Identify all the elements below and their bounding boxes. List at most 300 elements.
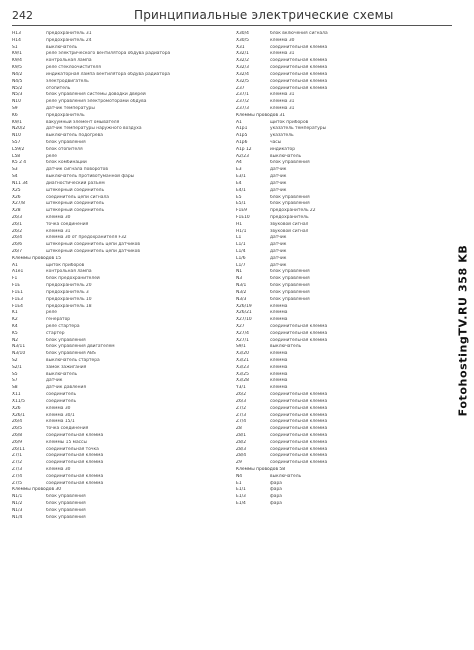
component-code: Z6/4 xyxy=(12,235,23,241)
component-description: штекерный соединитель цепи датчиков xyxy=(46,242,140,248)
legend-row xyxy=(12,263,218,270)
component-description: выключатель противотуманной фары xyxy=(46,174,135,180)
legend-row xyxy=(12,99,218,106)
component-description: соединительная клемма xyxy=(270,460,328,466)
legend-row xyxy=(12,31,218,38)
legend-row xyxy=(12,392,218,399)
component-description: выключатель xyxy=(270,153,302,159)
component-code: E3/1 xyxy=(236,174,246,180)
legend-row xyxy=(236,45,442,52)
component-description: фара xyxy=(270,480,282,486)
component-code: X25 xyxy=(12,187,21,193)
component-description: датчик xyxy=(46,378,63,384)
component-code: K6 xyxy=(12,112,18,118)
component-code: K9/1 xyxy=(12,119,22,125)
component-code: A1 xyxy=(236,119,242,125)
component-code: X27/8 xyxy=(12,201,25,207)
component-description: замок зажигания xyxy=(46,364,87,370)
component-code: S7 xyxy=(12,378,18,384)
legend-row xyxy=(236,481,442,488)
component-description: генератор xyxy=(46,317,71,323)
component-description: соединительная клемма xyxy=(270,323,328,329)
component-code: N1 xyxy=(236,269,243,275)
legend-row xyxy=(12,147,218,154)
component-description: клемма 30 от предохранителя F32 xyxy=(46,235,127,241)
component-code: X31 xyxy=(236,44,245,50)
legend-row xyxy=(236,351,442,358)
component-description: клемма 30 xyxy=(46,214,71,220)
legend-row xyxy=(236,160,442,167)
component-description xyxy=(287,113,442,120)
component-description: фара xyxy=(270,487,282,493)
component-description: блок управления xyxy=(46,337,86,343)
legend-row xyxy=(12,453,218,460)
legend-row xyxy=(12,358,218,365)
component-code: N3/10 xyxy=(12,351,26,357)
component-description: соединительная клемма xyxy=(270,453,328,459)
component-description: предохранитель xyxy=(46,112,85,118)
component-code: K5 2 4 xyxy=(12,160,27,166)
component-code: X28 xyxy=(12,208,21,214)
legend-row xyxy=(12,188,218,195)
legend-row xyxy=(12,440,218,447)
legend-row xyxy=(12,406,218,413)
component-code: Z7/4 xyxy=(12,473,23,479)
component-description: контрольная лампа xyxy=(46,58,92,64)
legend-row xyxy=(236,120,442,127)
component-code: X3/20 xyxy=(236,351,249,357)
component-description: датчик давления xyxy=(46,385,86,391)
component-description: предохранитель 10 xyxy=(46,296,92,302)
legend-row xyxy=(12,304,218,311)
component-code: N5/3 xyxy=(12,92,23,98)
component-description xyxy=(287,467,442,474)
component-code: Z37/2 xyxy=(236,99,249,105)
legend-row xyxy=(236,188,442,195)
component-description: клемма xyxy=(270,371,288,377)
legend-row xyxy=(236,385,442,392)
component-code: S1 xyxy=(12,44,18,50)
component-code: S57 xyxy=(12,140,21,145)
component-description: соединительная клемма xyxy=(270,419,328,425)
component-code: X30/4 xyxy=(236,31,249,36)
component-description: соединительная клемма xyxy=(270,44,328,50)
section-heading xyxy=(12,256,218,263)
component-code: Z7/1 xyxy=(12,453,23,459)
legend-row xyxy=(236,399,442,406)
component-description: блок включения сигнала xyxy=(270,31,328,36)
component-description: блок предохранителей xyxy=(46,276,100,282)
component-description: датчик xyxy=(270,167,287,173)
legend-row xyxy=(236,181,442,188)
legend-row xyxy=(236,419,442,426)
component-description: предохранитель 18 xyxy=(46,303,92,309)
component-description: блок управления ABS xyxy=(46,351,96,357)
component-code: L1/4 xyxy=(236,249,246,254)
component-description: клемма xyxy=(270,303,288,309)
component-description: реле стартера xyxy=(46,323,80,329)
component-code: N1/4 xyxy=(12,514,23,520)
component-description: выключатель xyxy=(46,44,78,50)
component-description: соединительная клемма xyxy=(46,473,104,479)
legend-row xyxy=(236,460,442,467)
component-description: электродвигатель xyxy=(46,78,89,84)
component-description: блок управления xyxy=(270,201,310,207)
component-code: F1E1 xyxy=(12,289,23,295)
component-code: Z7/2 xyxy=(236,405,247,411)
legend-row xyxy=(236,167,442,174)
component-code: Z6/8 xyxy=(12,432,23,438)
component-description: датчик xyxy=(270,235,287,241)
legend-row xyxy=(12,481,218,488)
component-description: клемма 31 xyxy=(270,51,295,57)
legend-row xyxy=(12,51,218,58)
component-description: клемма 31 xyxy=(270,92,295,98)
legend-row xyxy=(236,51,442,58)
legend-row xyxy=(236,494,442,501)
component-description: блок управления xyxy=(270,283,310,289)
component-description: предохранитель 20 xyxy=(46,283,92,289)
component-description: точка соединения xyxy=(46,221,89,227)
component-code: X26/19 xyxy=(236,303,252,309)
component-code: X26 xyxy=(12,405,21,411)
legend-row xyxy=(236,501,442,508)
legend-row xyxy=(236,310,442,317)
legend-row xyxy=(12,508,218,515)
component-code: Z37/3 xyxy=(236,105,249,111)
legend-row xyxy=(12,235,218,242)
legend-row xyxy=(12,372,218,379)
component-description: реле электрического вентилятора обдува радиатора xyxy=(46,51,171,57)
component-code: N10 xyxy=(12,133,21,139)
component-description: предохранитель 3 xyxy=(46,289,89,295)
legend-row xyxy=(236,290,442,297)
component-code: E1/4 xyxy=(236,501,246,507)
component-code: N10 xyxy=(12,99,21,105)
component-code: N5/2 xyxy=(12,85,23,91)
component-code: Z8/2 xyxy=(236,439,247,445)
legend-row xyxy=(12,276,218,283)
legend-row xyxy=(236,406,442,413)
legend-row xyxy=(236,372,442,379)
section-heading xyxy=(236,467,442,474)
component-code: N1/1 xyxy=(12,494,23,500)
component-code: A4 xyxy=(236,160,242,166)
section-heading xyxy=(12,487,218,494)
component-code: A1 xyxy=(12,262,18,268)
component-code: X11/5 xyxy=(12,398,25,404)
component-code: H1 xyxy=(236,221,243,227)
legend-row xyxy=(236,440,442,447)
component-code: L1/1 xyxy=(236,242,246,248)
component-code: S8 xyxy=(12,385,18,391)
component-description: блок управления xyxy=(270,296,310,302)
component-description: соединительная клемма xyxy=(270,446,328,452)
legend-row xyxy=(12,160,218,167)
component-description: клемма xyxy=(270,358,288,363)
legend-row xyxy=(12,460,218,467)
legend-row xyxy=(236,324,442,331)
legend-row xyxy=(12,331,218,338)
component-description: клемма 30 xyxy=(46,405,71,411)
component-code: S2 xyxy=(12,358,18,363)
component-code: Y3/1 xyxy=(236,385,246,391)
component-description: датчик xyxy=(270,174,287,180)
legend-row xyxy=(12,378,218,385)
component-description: клемма 31 xyxy=(270,105,295,111)
legend-row xyxy=(12,242,218,249)
component-description: клемма xyxy=(270,317,288,323)
legend-row xyxy=(12,229,218,236)
legend-row xyxy=(236,86,442,93)
legend-row xyxy=(12,351,218,358)
legend-row xyxy=(12,317,218,324)
legend-row xyxy=(12,338,218,345)
component-code: Z6/1 xyxy=(12,221,23,227)
component-description: реле управления электромоторами обдува xyxy=(46,99,147,105)
component-code: X11 xyxy=(12,392,21,398)
component-description: клеммы 15 массы xyxy=(46,439,87,445)
component-description: соединительная клемма xyxy=(270,432,328,438)
component-code: H13 xyxy=(12,31,21,36)
component-code: N3/2 xyxy=(236,289,247,295)
component-code: E1 xyxy=(236,480,242,486)
component-code: H14 xyxy=(12,37,21,43)
legend-row xyxy=(236,453,442,460)
component-description: диагностический разъем xyxy=(46,180,105,186)
legend-row xyxy=(236,426,442,433)
legend-row xyxy=(236,331,442,338)
legend-row xyxy=(12,474,218,481)
component-code: K9/4 xyxy=(12,58,22,64)
component-code: Z6/3 xyxy=(236,398,247,404)
component-description: соединитель цепи сигнала xyxy=(46,194,109,200)
section-heading-text: Клеммы проводов 31 xyxy=(236,112,286,118)
component-description: выключатель xyxy=(270,344,302,350)
legend-row xyxy=(12,65,218,72)
component-code: E4/1 xyxy=(236,187,246,193)
component-code: Z6/6 xyxy=(12,242,23,248)
legend-row xyxy=(236,413,442,420)
component-code: S4 xyxy=(12,174,18,180)
component-description: датчик xyxy=(270,249,287,254)
legend-row xyxy=(12,120,218,127)
component-description: соединительная клемма xyxy=(270,426,328,432)
component-code: L59/2 xyxy=(12,146,25,152)
component-code: N3/3 xyxy=(236,296,247,302)
section-heading xyxy=(236,113,442,120)
right-column-legend xyxy=(236,31,442,508)
legend-row xyxy=(12,92,218,99)
legend-row xyxy=(12,494,218,501)
component-code: Z37 xyxy=(236,85,245,91)
legend-row xyxy=(236,297,442,304)
component-description: клемма xyxy=(270,378,288,384)
component-code: Z6/5 xyxy=(12,426,23,432)
component-description: предохранитель 24 xyxy=(46,37,92,43)
component-description: блок управления xyxy=(270,276,310,282)
section-heading-text: Клеммы проводов 58 xyxy=(236,467,286,472)
component-description: соединительная клемма xyxy=(270,330,328,336)
component-code: Z6/7 xyxy=(12,249,23,254)
component-description: блок управления xyxy=(46,494,86,500)
legend-row xyxy=(12,447,218,454)
component-code: S5 xyxy=(12,371,18,377)
component-description: выключатель стартера xyxy=(46,358,100,363)
legend-row xyxy=(236,154,442,161)
component-code: E4 xyxy=(236,180,242,186)
component-description: блок управления xyxy=(46,501,86,507)
component-code: Z8/4 xyxy=(236,453,247,459)
component-description: отопитель xyxy=(46,85,71,91)
component-code: Z8/1 xyxy=(236,432,247,438)
component-description: клемма xyxy=(270,351,288,357)
component-code: Z7/2 xyxy=(12,460,23,466)
component-description: соединительная клемма xyxy=(270,337,328,343)
header-rule xyxy=(12,25,452,26)
legend-row xyxy=(236,242,442,249)
component-code: X27 xyxy=(236,323,245,329)
legend-row xyxy=(12,433,218,440)
component-description: реле xyxy=(46,310,57,316)
legend-row xyxy=(236,229,442,236)
component-description: блок управления xyxy=(270,194,310,200)
component-code: X3/25 xyxy=(236,371,249,377)
legend-row xyxy=(236,31,442,38)
legend-row xyxy=(12,426,218,433)
legend-row xyxy=(12,174,218,181)
component-description: щиток приборов xyxy=(46,262,85,268)
component-code: F1E3 xyxy=(12,296,23,302)
legend-row xyxy=(236,65,442,72)
legend-row xyxy=(12,86,218,93)
legend-row xyxy=(236,338,442,345)
component-description: соединительная клемма xyxy=(270,65,328,71)
component-code: N3/1 xyxy=(236,283,247,289)
component-code: E1/1 xyxy=(236,487,246,493)
component-description: блок управления xyxy=(46,140,86,145)
legend-row xyxy=(236,276,442,283)
component-description: клемма 31 xyxy=(46,228,71,234)
component-description: индикатор xyxy=(270,146,295,152)
component-code: X30/5 xyxy=(236,37,249,43)
component-description: штекерный соединитель цепи датчиков xyxy=(46,249,140,254)
component-code: E5/1 xyxy=(236,201,246,207)
component-description: блок управления системы доводки дверей xyxy=(46,92,146,98)
component-description: блок управления xyxy=(270,289,310,295)
legend-row xyxy=(12,290,218,297)
component-description: соединительная клемма xyxy=(46,480,104,486)
component-description: соединительная клемма xyxy=(270,71,328,77)
component-description: блок управления xyxy=(270,160,310,166)
component-description: штекерный соединитель xyxy=(46,187,105,193)
legend-row xyxy=(236,249,442,256)
page-title: Принципиальные электрические схемы xyxy=(134,8,394,22)
legend-row xyxy=(236,378,442,385)
component-code: A1p5 xyxy=(236,133,248,139)
component-code: N20/2 xyxy=(12,126,26,132)
component-code: X32/1 xyxy=(236,51,249,57)
component-description: соединительная клемма xyxy=(270,85,328,91)
legend-row xyxy=(236,126,442,133)
component-description: выключатель подогрева xyxy=(46,133,103,139)
component-description: соединительная клемма xyxy=(46,453,104,459)
legend-row xyxy=(12,413,218,420)
legend-row xyxy=(236,358,442,365)
component-code: A1e1 xyxy=(12,269,24,275)
component-description: указатель xyxy=(270,133,294,139)
legend-row xyxy=(236,283,442,290)
component-code: X3/23 xyxy=(236,364,249,370)
watermark-stamp xyxy=(454,170,472,490)
legend-row xyxy=(12,310,218,317)
legend-row xyxy=(236,38,442,45)
component-code: K1 xyxy=(12,310,18,316)
legend-row xyxy=(236,474,442,481)
component-code: X26/1 xyxy=(12,412,25,418)
component-code: Z6/4 xyxy=(12,419,23,425)
legend-row xyxy=(12,283,218,290)
component-code: X3/21 xyxy=(236,358,249,363)
left-column-legend xyxy=(12,31,218,522)
legend-row xyxy=(236,201,442,208)
legend-row xyxy=(236,269,442,276)
component-code: Z7/4 xyxy=(236,419,247,425)
component-code: N11 34 xyxy=(12,180,28,186)
legend-row xyxy=(236,222,442,229)
component-description: соединительная точка xyxy=(46,446,99,452)
component-code: K4 xyxy=(12,323,18,329)
component-code: L58 xyxy=(12,153,21,159)
component-code: X26 xyxy=(12,194,21,200)
component-description: соединительная клемма xyxy=(270,398,328,404)
component-code: S9 xyxy=(12,105,18,111)
legend-row xyxy=(236,106,442,113)
section-heading-text: Клеммы проводов 15 xyxy=(12,255,62,261)
legend-row xyxy=(236,72,442,79)
component-description: датчик xyxy=(270,262,287,268)
component-code: Z6/2 xyxy=(12,228,23,234)
legend-row xyxy=(236,147,442,154)
legend-row xyxy=(236,263,442,270)
legend-row xyxy=(236,304,442,311)
component-description: соединительная клемма xyxy=(270,405,328,411)
component-description: соединительная клемма xyxy=(270,439,328,445)
legend-row xyxy=(236,140,442,147)
component-code: X3/28 xyxy=(236,378,249,384)
component-code: S9/1 xyxy=(236,344,246,350)
component-description: штекерный соединитель xyxy=(46,208,105,214)
component-description: стартер xyxy=(46,330,65,336)
legend-row xyxy=(12,324,218,331)
legend-row xyxy=(236,215,442,222)
section-heading-text: Клеммы проводов 30 xyxy=(12,487,62,493)
component-code: X32/4 xyxy=(236,71,249,77)
legend-row xyxy=(12,344,218,351)
component-code: Z6/11 xyxy=(12,446,25,452)
legend-row xyxy=(12,181,218,188)
component-code: A2/23 xyxy=(236,153,249,159)
component-description: звуковой сигнал xyxy=(270,221,309,227)
component-description: соединительная клемма xyxy=(46,460,104,466)
component-code: Z8 xyxy=(236,426,242,432)
component-description: фара xyxy=(270,494,282,500)
component-code: N4/5 xyxy=(12,78,23,84)
component-description: клемма xyxy=(270,310,288,316)
legend-row xyxy=(12,79,218,86)
legend-row xyxy=(12,126,218,133)
component-description: клемма xyxy=(270,364,288,370)
